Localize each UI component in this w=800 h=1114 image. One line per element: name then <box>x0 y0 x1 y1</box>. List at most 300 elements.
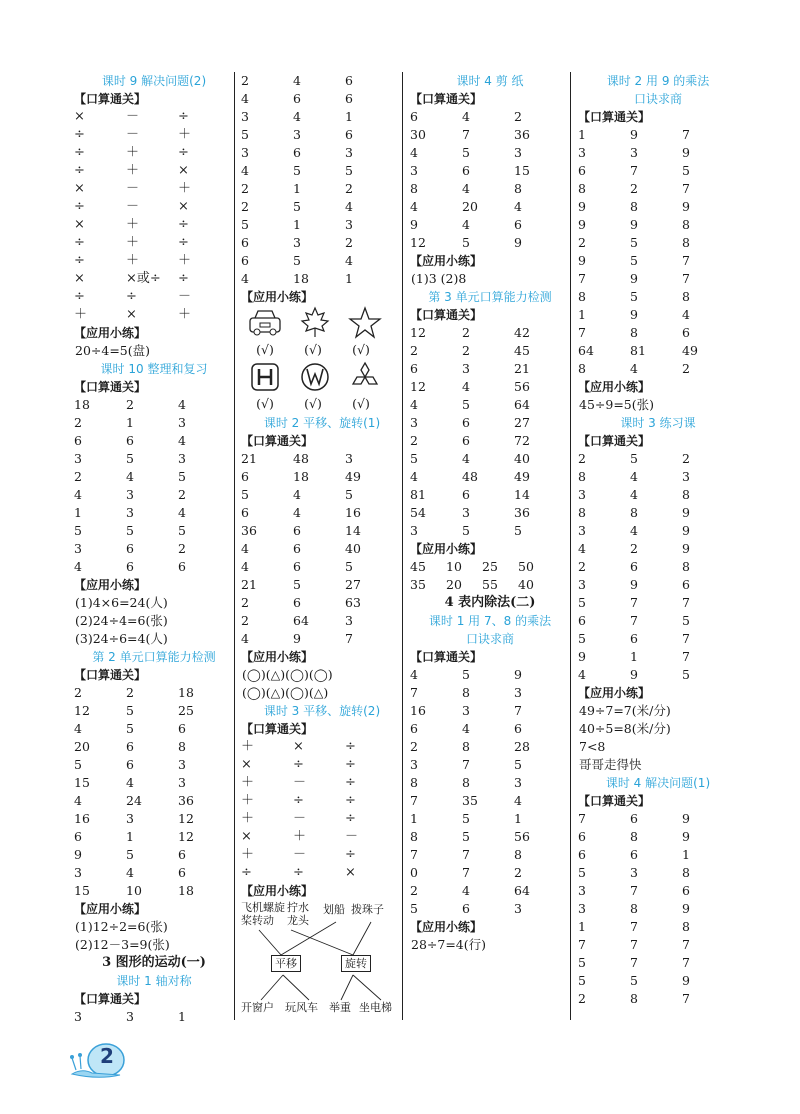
answer-cell: 9 <box>74 847 82 862</box>
answer-cell: × <box>74 271 85 286</box>
answer-row <box>410 180 570 198</box>
answer-cell: 4 <box>578 667 586 682</box>
answer-cell: 9 <box>630 307 638 322</box>
answer-cell: 3 <box>578 577 586 592</box>
section-label: 【口算通关】 <box>410 650 483 664</box>
answer-cell: 3 <box>74 865 82 880</box>
answer-cell: 3 <box>74 1009 82 1024</box>
answer-cell: 3 <box>682 469 690 484</box>
lesson-heading: 课时 1 轴对称 <box>116 974 192 988</box>
answer-row <box>410 468 570 486</box>
answer-cell: × <box>178 163 189 178</box>
answer-cell: 3 <box>630 865 638 880</box>
answer-row <box>241 216 403 234</box>
answer-cell: 7 <box>578 325 586 340</box>
answer-cell: 12 <box>410 379 426 394</box>
answer-cell: 4 <box>462 883 470 898</box>
answer-cell: 2 <box>410 343 418 358</box>
answer-cell: ÷ <box>345 739 356 754</box>
answer-cell: ÷ <box>293 757 304 772</box>
answer-cell: 5 <box>578 865 586 880</box>
answer-cell: 6 <box>241 469 249 484</box>
answer-cell: 3 <box>293 235 301 250</box>
check-mark: (√) <box>352 342 370 357</box>
figure-icon-cell <box>345 306 385 340</box>
diagram-top-label: 桨转动 <box>241 914 274 927</box>
answer-cell: 8 <box>578 289 586 304</box>
answer-cell: 2 <box>578 991 586 1006</box>
maple-leaf-icon <box>297 306 333 340</box>
answer-cell: ＋ <box>241 793 255 808</box>
section-label: 【口算通关】 <box>74 992 147 1006</box>
answer-cell: 45 <box>514 343 530 358</box>
answer-cell: 3 <box>178 415 186 430</box>
answer-cell: 15 <box>514 163 530 178</box>
section-label: 【应用小练】 <box>241 884 314 898</box>
answer-cell: 12 <box>178 811 194 826</box>
answer-cell: 5 <box>630 289 638 304</box>
answer-cell: ÷ <box>126 289 137 304</box>
answer-row <box>74 702 234 720</box>
answer-cell: 1 <box>345 109 353 124</box>
operator-row <box>74 144 234 162</box>
answer-cell: ＋ <box>241 739 255 754</box>
answer-row <box>410 900 570 918</box>
answer-cell: 5 <box>630 451 638 466</box>
lesson-heading: 课时 9 解决问题(2) <box>101 74 207 88</box>
check-mark: (√) <box>256 396 274 411</box>
answer-cell: － <box>178 289 192 304</box>
answer-cell: 5 <box>410 451 418 466</box>
answer-cell: 18 <box>178 685 194 700</box>
answer-cell: 5 <box>630 973 638 988</box>
answer-cell: 4 <box>410 469 418 484</box>
answer-cell: 3 <box>126 487 134 502</box>
answer-cell: 9 <box>682 541 690 556</box>
answer-cell: 2 <box>241 595 249 610</box>
answer-row <box>74 864 234 882</box>
answer-cell: 6 <box>74 829 82 844</box>
answer-cell: ×或÷ <box>126 271 161 286</box>
answer-cell: 1 <box>410 811 418 826</box>
answer-line: 40÷5=8(米/分) <box>579 721 671 736</box>
answer-cell: 2 <box>241 199 249 214</box>
answer-cell: 3 <box>178 775 186 790</box>
answer-cell: 9 <box>682 145 690 160</box>
answer-cell: × <box>241 829 252 844</box>
answer-cell: 1 <box>682 847 690 862</box>
answer-cell: 6 <box>178 847 186 862</box>
translation-box: 平移 <box>271 955 301 972</box>
answer-cell: 7 <box>630 937 638 952</box>
answer-cell: 14 <box>345 523 361 538</box>
answer-cell: － <box>126 181 140 196</box>
answer-cell: ÷ <box>74 253 85 268</box>
diagram-top-label: 飞机螺旋 <box>241 901 285 914</box>
answer-cell: 8 <box>630 505 638 520</box>
section-label: 【应用小练】 <box>74 578 147 592</box>
answer-cell: 6 <box>578 163 586 178</box>
answer-cell: 5 <box>462 397 470 412</box>
answer-cell: 6 <box>293 91 301 106</box>
answer-row <box>74 774 234 792</box>
answer-cell: 12 <box>410 235 426 250</box>
answer-cell: 5 <box>410 901 418 916</box>
answer-cell: 4 <box>462 721 470 736</box>
answer-cell: 63 <box>345 595 361 610</box>
lesson-heading: 课时 2 平移、旋转(1) <box>263 416 381 430</box>
answer-cell: 7 <box>462 127 470 142</box>
answer-cell: 21 <box>241 577 257 592</box>
answer-cell: 4 <box>578 541 586 556</box>
answer-cell: ÷ <box>74 127 85 142</box>
answer-cell: 7 <box>682 649 690 664</box>
answer-cell: 7 <box>682 991 690 1006</box>
lesson-heading: 第 3 单元口算能力检测 <box>428 290 552 304</box>
answer-cell: 5 <box>241 127 249 142</box>
answer-cell: 5 <box>241 487 249 502</box>
answer-row <box>578 846 738 864</box>
answer-row <box>241 576 403 594</box>
answer-row <box>578 252 738 270</box>
lesson-heading: 课时 1 用 7、8 的乘法 <box>428 614 552 628</box>
answer-cell: 6 <box>578 847 586 862</box>
answer-row <box>410 162 570 180</box>
answer-cell: 8 <box>630 325 638 340</box>
answer-row <box>241 468 403 486</box>
answer-cell: 54 <box>410 505 426 520</box>
answer-cell: 49 <box>682 343 698 358</box>
answer-cell: ＋ <box>241 811 255 826</box>
answer-row <box>578 936 738 954</box>
unit-heading: 3 图形的运动(一) <box>102 955 206 970</box>
answer-cell: 2 <box>241 181 249 196</box>
answer-row <box>241 90 403 108</box>
answer-cell: 36 <box>241 523 257 538</box>
answer-row <box>410 324 570 342</box>
answer-cell: 5 <box>682 613 690 628</box>
answer-cell: 5 <box>126 721 134 736</box>
answer-cell: 2 <box>241 613 249 628</box>
answer-cell: 6 <box>462 163 470 178</box>
answer-row <box>578 450 738 468</box>
answer-cell: 5 <box>462 829 470 844</box>
matching-line <box>353 922 371 955</box>
answer-cell: 4 <box>462 181 470 196</box>
answer-cell: 7 <box>630 955 638 970</box>
figure-icon-cell <box>245 360 285 394</box>
section-label: 【应用小练】 <box>74 902 147 916</box>
answer-cell: 2 <box>345 181 353 196</box>
answer-cell: 7 <box>578 937 586 952</box>
check-answers-row <box>241 340 403 360</box>
column-divider <box>234 72 235 1020</box>
answer-cell: 8 <box>462 739 470 754</box>
answer-cell: 36 <box>178 793 194 808</box>
answer-line: (1)4×6=24(人) <box>75 595 168 610</box>
answer-cell: 21 <box>241 451 257 466</box>
answer-cell: 8 <box>514 181 522 196</box>
answer-cell: ＋ <box>126 253 140 268</box>
answer-cell: 2 <box>514 109 522 124</box>
answer-line: 28÷7=4(行) <box>411 937 487 952</box>
section-label: 【口算通关】 <box>410 308 483 322</box>
answer-row <box>241 540 403 558</box>
answer-cell: 2 <box>126 397 134 412</box>
answer-row <box>74 432 234 450</box>
answer-cell: － <box>126 127 140 142</box>
answer-row <box>578 324 738 342</box>
answer-cell: 2 <box>241 73 249 88</box>
answer-row <box>410 666 570 684</box>
answer-cell: 45 <box>410 559 426 574</box>
answer-cell: 6 <box>682 325 690 340</box>
section-label: 【应用小练】 <box>241 290 314 304</box>
answer-cell: 4 <box>410 145 418 160</box>
answer-cell: 6 <box>345 73 353 88</box>
answer-cell: 8 <box>630 829 638 844</box>
answer-cell: 5 <box>345 487 353 502</box>
answer-cell: 3 <box>345 451 353 466</box>
answer-cell: 2 <box>345 235 353 250</box>
answer-cell: ＋ <box>178 253 192 268</box>
answer-cell: 4 <box>630 487 638 502</box>
answer-cell: 9 <box>682 901 690 916</box>
answer-cell: × <box>74 217 85 232</box>
answer-cell: 3 <box>462 361 470 376</box>
answer-cell: 7 <box>682 937 690 952</box>
answer-row <box>410 864 570 882</box>
answer-row <box>241 126 403 144</box>
answer-cell: ÷ <box>74 289 85 304</box>
answer-cell: 15 <box>74 775 90 790</box>
answer-row <box>578 954 738 972</box>
answer-cell: 10 <box>446 559 462 574</box>
lesson-heading: 课时 10 整理和复习 <box>100 362 208 376</box>
answer-row <box>578 306 738 324</box>
answer-cell: ＋ <box>74 307 88 322</box>
answer-cell: 5 <box>241 217 249 232</box>
answer-cell: 6 <box>462 487 470 502</box>
answer-cell: 4 <box>293 73 301 88</box>
answer-cell: ＋ <box>126 145 140 160</box>
diagram-top-label: 划船 <box>323 903 345 916</box>
answer-cell: ÷ <box>178 271 189 286</box>
answer-row <box>578 270 738 288</box>
answer-cell: 18 <box>74 397 90 412</box>
answer-row <box>578 828 738 846</box>
rotation-box: 旋转 <box>341 955 371 972</box>
answer-cell: 8 <box>682 559 690 574</box>
figure-icon-cell <box>295 306 335 340</box>
answer-cell: ÷ <box>293 793 304 808</box>
answer-cell: ＋ <box>178 127 192 142</box>
answer-cell: 5 <box>578 955 586 970</box>
answer-cell: 5 <box>126 523 134 538</box>
answer-cell: 8 <box>514 847 522 862</box>
answer-cell: ÷ <box>178 217 189 232</box>
answer-cell: 42 <box>514 325 530 340</box>
operator-row <box>74 198 234 216</box>
section-label: 【口算通关】 <box>578 110 651 124</box>
answer-cell: 6 <box>293 559 301 574</box>
answer-cell: 5 <box>178 469 186 484</box>
answer-cell: 2 <box>74 469 82 484</box>
answer-row <box>410 432 570 450</box>
answer-cell: 2 <box>410 739 418 754</box>
answer-cell: 48 <box>462 469 478 484</box>
answer-cell: 3 <box>126 505 134 520</box>
operator-row <box>74 288 234 306</box>
answer-cell: 3 <box>514 685 522 700</box>
answer-cell: 28 <box>514 739 530 754</box>
answer-cell: 2 <box>74 685 82 700</box>
answer-row <box>241 594 403 612</box>
answer-cell: 2 <box>410 433 418 448</box>
operator-row <box>241 756 403 774</box>
answer-cell: 8 <box>410 181 418 196</box>
answer-cell: 8 <box>682 289 690 304</box>
answer-cell: 55 <box>482 577 498 592</box>
answer-cell: 9 <box>630 217 638 232</box>
answer-cell: 20 <box>446 577 462 592</box>
answer-cell: 64 <box>514 883 530 898</box>
diagram-bottom-label: 玩风车 <box>285 1001 318 1014</box>
answer-cell: － <box>345 829 359 844</box>
answer-line: (1)3 (2)8 <box>411 271 467 286</box>
answer-cell: × <box>74 109 85 124</box>
answer-row <box>241 198 403 216</box>
answer-cell: × <box>178 199 189 214</box>
answer-line: (2)12－3=9(张) <box>75 937 170 952</box>
answer-cell: 6 <box>126 559 134 574</box>
answer-row <box>410 792 570 810</box>
operator-row <box>241 810 403 828</box>
answer-row <box>241 180 403 198</box>
answer-row <box>578 810 738 828</box>
answer-cell: 3 <box>126 811 134 826</box>
answer-cell: 9 <box>578 217 586 232</box>
section-label: 【口算通关】 <box>241 722 314 736</box>
answer-cell: 2 <box>682 451 690 466</box>
operator-row <box>241 864 403 882</box>
operator-row <box>241 738 403 756</box>
answer-row <box>241 612 403 630</box>
answer-cell: 9 <box>293 631 301 646</box>
answer-cell: 56 <box>514 829 530 844</box>
answer-cell: 7 <box>630 613 638 628</box>
operator-row <box>241 774 403 792</box>
answer-cell: 6 <box>630 631 638 646</box>
answer-cell: 6 <box>462 433 470 448</box>
answer-row <box>74 468 234 486</box>
diagram-top-label: 拧水 <box>287 901 309 914</box>
answer-cell: 6 <box>682 577 690 592</box>
answer-cell: 6 <box>126 757 134 772</box>
answer-cell: 1 <box>126 415 134 430</box>
answer-cell: 7 <box>682 127 690 142</box>
unit-heading: 4 表内除法(二) <box>444 595 536 610</box>
answer-cell: 9 <box>514 667 522 682</box>
matching-line <box>261 975 283 1000</box>
answer-cell: × <box>74 181 85 196</box>
answer-cell: 81 <box>410 487 426 502</box>
section-label: 【口算通关】 <box>74 380 147 394</box>
answer-row <box>410 450 570 468</box>
answer-cell: 4 <box>410 397 418 412</box>
operator-row <box>74 270 234 288</box>
answer-cell: 6 <box>410 109 418 124</box>
answer-cell: 21 <box>514 361 530 376</box>
answer-cell: 40 <box>518 577 534 592</box>
shape-answer-line: (◯)(△)(◯)(△) <box>242 685 329 700</box>
answer-row <box>74 756 234 774</box>
answer-cell: 27 <box>514 415 530 430</box>
answer-row <box>410 216 570 234</box>
answer-cell: 7 <box>410 685 418 700</box>
answer-cell: 5 <box>682 163 690 178</box>
answer-cell: 7 <box>462 757 470 772</box>
answer-cell: 16 <box>345 505 361 520</box>
answer-line: (1)12÷2=6(张) <box>75 919 168 934</box>
answer-line: 7<8 <box>579 739 606 754</box>
answer-cell: ＋ <box>293 829 307 844</box>
section-label: 【应用小练】 <box>410 254 483 268</box>
answer-row <box>410 738 570 756</box>
answer-cell: 7 <box>682 271 690 286</box>
answer-cell: 5 <box>630 253 638 268</box>
answer-cell: － <box>293 847 307 862</box>
answer-cell: 6 <box>178 865 186 880</box>
answer-cell: 6 <box>74 433 82 448</box>
operator-row <box>241 828 403 846</box>
answer-row <box>410 846 570 864</box>
check-mark: (√) <box>304 342 322 357</box>
answer-row <box>74 558 234 576</box>
answer-cell: 2 <box>630 181 638 196</box>
answer-cell: 2 <box>578 559 586 574</box>
answer-row <box>410 234 570 252</box>
answer-cell: 9 <box>630 271 638 286</box>
answer-cell: 64 <box>578 343 594 358</box>
answer-cell: 5 <box>462 523 470 538</box>
answer-cell: 49 <box>514 469 530 484</box>
answer-cell: 9 <box>682 199 690 214</box>
answer-cell: 6 <box>178 721 186 736</box>
answer-cell: × <box>241 757 252 772</box>
answer-line: 哥哥走得快 <box>579 757 642 772</box>
answer-cell: 5 <box>293 577 301 592</box>
answer-cell: 8 <box>410 829 418 844</box>
answer-cell: 7 <box>682 631 690 646</box>
answer-cell: 4 <box>178 433 186 448</box>
answer-row <box>410 126 570 144</box>
answer-row <box>241 450 403 468</box>
answer-cell: 7 <box>682 253 690 268</box>
answer-cell: 36 <box>514 127 530 142</box>
answer-cell: 4 <box>345 199 353 214</box>
answer-row <box>410 504 570 522</box>
answer-cell: ÷ <box>345 847 356 862</box>
answer-cell: 6 <box>126 739 134 754</box>
answer-cell: 6 <box>462 415 470 430</box>
answer-cell: 5 <box>345 163 353 178</box>
answer-cell: 3 <box>410 757 418 772</box>
operator-row <box>74 162 234 180</box>
answer-cell: 3 <box>462 505 470 520</box>
answer-row <box>74 396 234 414</box>
answer-cell: 6 <box>293 541 301 556</box>
